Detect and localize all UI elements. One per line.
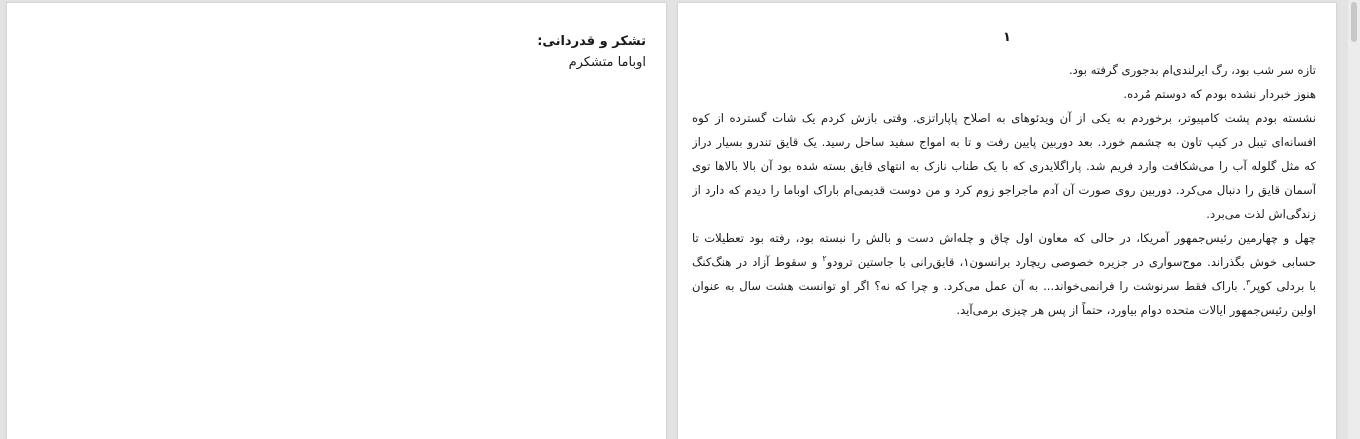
scrollbar-thumb[interactable]	[1351, 2, 1357, 42]
footnote-mark: ۲	[822, 254, 827, 264]
text-line: چهل و چهارمین رئیس‌جمهور آمریکا، در حالی که معاون اول چاق و چله‌اش دست و بالش را نبسته بود، رفته بود تعطیلات تا	[692, 231, 1316, 245]
text-line: نشسته بودم پشت کامپیوتر، برخوردم به یکی از آن ویدئوهای به اصلاح پاپاراتزی. وقتی بازش کردم یک شات گسترده از کوه	[692, 111, 1316, 125]
text-line: آسمان قایق را دنبال می‌کرد. دوربین روی صورت آن آدم ماجراجو زوم کرد و من دوست قدیمی‌ام باراک اوباما را دیدم که دارد از	[692, 183, 1316, 197]
page-right	[678, 3, 1336, 439]
acknowledgement-title: تشکر و قدردانی:	[537, 34, 646, 49]
text-line: هنوز خبردار نشده بودم که دوستم مُرده.	[1123, 87, 1316, 101]
text-line: اولین رئیس‌جمهور ایالات متحده دوام بیاورد، حتماً از پس هر چیزی برمی‌آید.	[956, 303, 1316, 317]
text-line: با بردلی کوپر$^۳$. باراک فقط سرنوشت را فرانمی‌خواند... به آن عمل می‌کرد. و چرا که نه؟ اگر او توانست هشت سال به عنوان	[692, 278, 1316, 293]
vertical-scrollbar[interactable]	[1348, 0, 1360, 439]
page-left	[7, 3, 666, 439]
text-line: تازه سر شب بود، رگ ایرلندی‌ام بدجوری گرفته بود.	[1068, 63, 1316, 77]
text-line: حسابی خوش بگذراند. موج‌سواری در جزیره خصوصی ریچارد برانسون۱، قایق‌رانی با جاستین ترودو$^۲$ و سقوط آزاد در هنگ‌کنگ	[692, 254, 1316, 269]
acknowledgement-block	[537, 31, 646, 73]
acknowledgement-text: اوباما متشکرم	[568, 55, 646, 70]
text-line: زندگی‌اش لذت می‌برد.	[1206, 207, 1316, 221]
text-line: که مثل گلوله آب را می‌شکافت وارد فریم شد. پاراگلایدری که با یک طناب نازک به انتهای قایق بسته شده بود آن بالا بالاها توی	[692, 159, 1316, 173]
text-line: افسانه‌ای تیبل در کیپ تاون به چشمم خورد. بعد دوربین پایین رفت و تا به امواج سفید ساحل رسید. یک قایق تندرو بسیار دراز	[692, 135, 1316, 149]
page-number: ۱	[1003, 30, 1011, 45]
chapter-body	[692, 58, 1316, 322]
footnote-mark: ۳	[1246, 278, 1251, 288]
